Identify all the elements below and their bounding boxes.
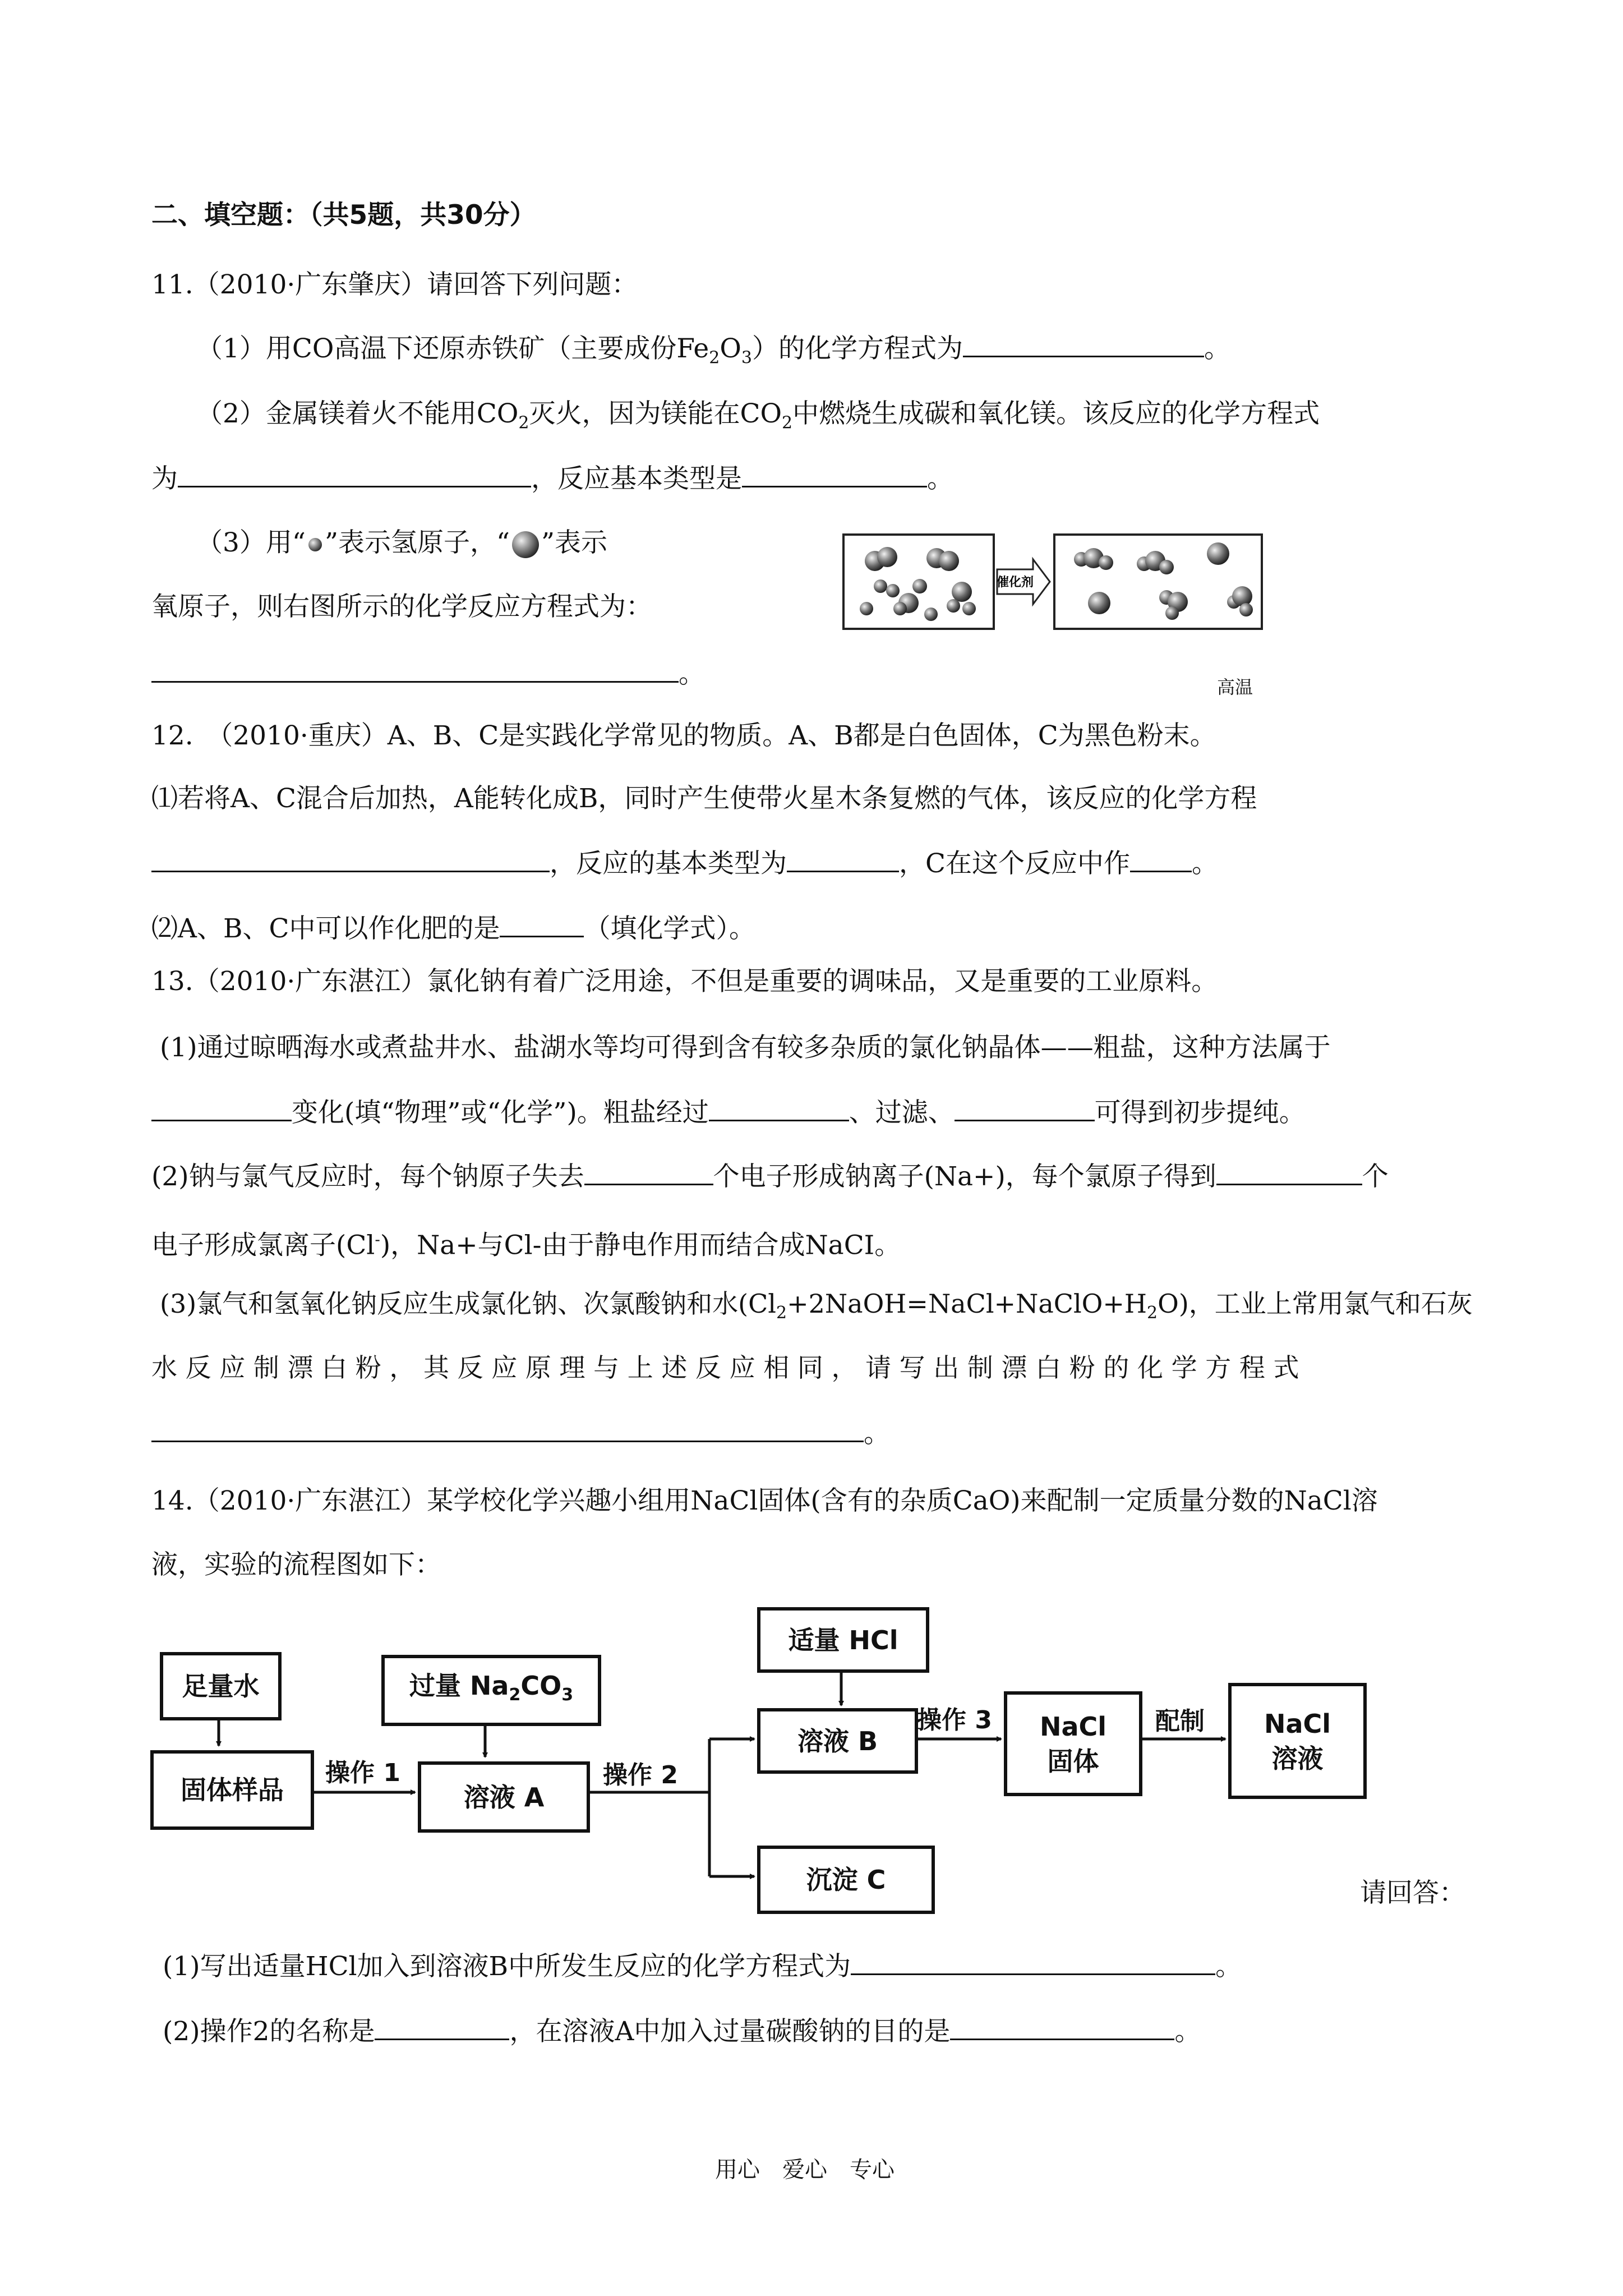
page-footer: 用心 爱心 专心 xyxy=(715,2157,895,2183)
q11-header: 11.（2010·广东肇庆）请回答下列问题： xyxy=(151,269,638,300)
op2-label: 操作 2 xyxy=(603,1761,678,1789)
q14-part1: (1)写出适量HCl加入到溶液B中所发生反应的化学方程式为 。 xyxy=(163,1949,1242,1984)
q11-part3-line3: 。 xyxy=(151,656,705,691)
q11-part3: （3）用“ ”表示氢原子，“ ”表示 xyxy=(196,526,607,560)
q13-part3-line2: 水 反 应 制 漂 白 粉 ， 其 反 应 原 理 与 上 述 反 应 相 同 ， 请 写 出 制 漂 白 粉 的 化 学 方 程 式 xyxy=(151,1352,1299,1383)
q12-part2: ⑵A、B、C中可以作化肥的是 （填化学式）。 xyxy=(151,911,755,946)
answer-blank[interactable] xyxy=(851,1949,1215,1975)
solution-b-box: 溶液 B xyxy=(757,1708,918,1774)
answer-blank[interactable] xyxy=(950,2014,1174,2040)
q12-part1: ⑴若将A、C混合后加热，A能转化成B，同时产生使带火星木条复燃的气体，该反应的化学方程 xyxy=(151,783,1257,814)
q11-part2: （2）金属镁着火不能用$CO_2$灭火，因为镁能在$CO_2$中燃烧生成碳和氧化镁。该反应的化学方程式 xyxy=(196,398,1320,433)
q13-part2: (2)钠与氯气反应时，每个钠原子失去 个电子形成钠离子(Na+)，每个氯原子得到 个 xyxy=(151,1159,1389,1194)
q12-header: 12. （2010·重庆）A、B、C是实践化学常见的物质。A、B都是白色固体，C为黑色粉末。 xyxy=(151,720,1216,751)
q11-part1: （1）用CO高温下还原赤铁矿（主要成份$Fe_2O_3$）的化学方程式为 。 xyxy=(196,331,1230,375)
gaowen-label: 高温 xyxy=(1217,677,1253,698)
q11-part2-line2: 为 ，反应基本类型是 。 xyxy=(151,461,953,496)
please-answer: 请回答： xyxy=(1360,1878,1465,1908)
solution-a-box: 溶液 A xyxy=(418,1761,590,1833)
section-title: 二、填空题：（共5题，共30分） xyxy=(151,200,536,231)
q13-part2-line2: 电子形成氯离子(Cl-)，Na+与Cl-由于静电作用而结合成NaCI。 xyxy=(151,1230,901,1261)
water-box: 足量水 xyxy=(160,1652,282,1720)
q12-part1-line2: ，反应的基本类型为 ，C在这个反应中作 。 xyxy=(151,846,1218,881)
op1-label: 操作 1 xyxy=(325,1759,400,1787)
precipitate-c-box: 沉淀 C xyxy=(757,1846,935,1914)
q13-header: 13.（2010·广东湛江）氯化钠有着广泛用途，不但是重要的调味品，又是重要的工业原料。 xyxy=(151,966,1218,997)
q14-part2: (2)操作2的名称是 ，在溶液A中加入过量碳酸钠的目的是 。 xyxy=(163,2014,1201,2049)
q13-part3: (3)氯气和氢氧化钠反应生成氯化钠、次氯酸钠和水$(Cl_2+2NaOH=NaCl+NaClO+H_2O)$，工业上常用氯气和石灰 xyxy=(160,1289,1473,1323)
q11-part3-line2: 氧原子，则右图所示的化学反应方程式为： xyxy=(151,591,652,622)
peizhi-label: 配制 xyxy=(1155,1707,1205,1736)
nacl-solid-box: NaCl 固体 xyxy=(1004,1691,1142,1796)
nacl-solution-box: NaCl 溶液 xyxy=(1228,1683,1367,1799)
op3-label: 操作 3 xyxy=(917,1706,992,1734)
q14-header-line2: 液，实验的流程图如下： xyxy=(151,1549,441,1580)
q14-header: 14.（2010·广东湛江）某学校化学兴趣小组用NaCl固体(含有的杂质CaO)来配制一定质量分数的NaCl溶 xyxy=(151,1485,1378,1516)
q13-part3-line3: 。 xyxy=(151,1416,890,1451)
na2co3-box: 过量 $Na_2CO_3$ xyxy=(381,1655,601,1726)
answer-blank[interactable] xyxy=(375,2014,509,2040)
q13-part1-line2: 变化(填“物理”或“化学”)。粗盐经过 、过滤、 可得到初步提纯。 xyxy=(151,1095,1306,1130)
catalyst-label: 催化剂 xyxy=(996,576,1034,590)
hcl-box: 适量 HCl xyxy=(757,1607,929,1673)
sample-box: 固体样品 xyxy=(150,1750,314,1830)
q13-part1: (1)通过晾晒海水或煮盐井水、盐湖水等均可得到含有较多杂质的氯化钠晶体——粗盐，这种方法属于 xyxy=(160,1032,1331,1063)
